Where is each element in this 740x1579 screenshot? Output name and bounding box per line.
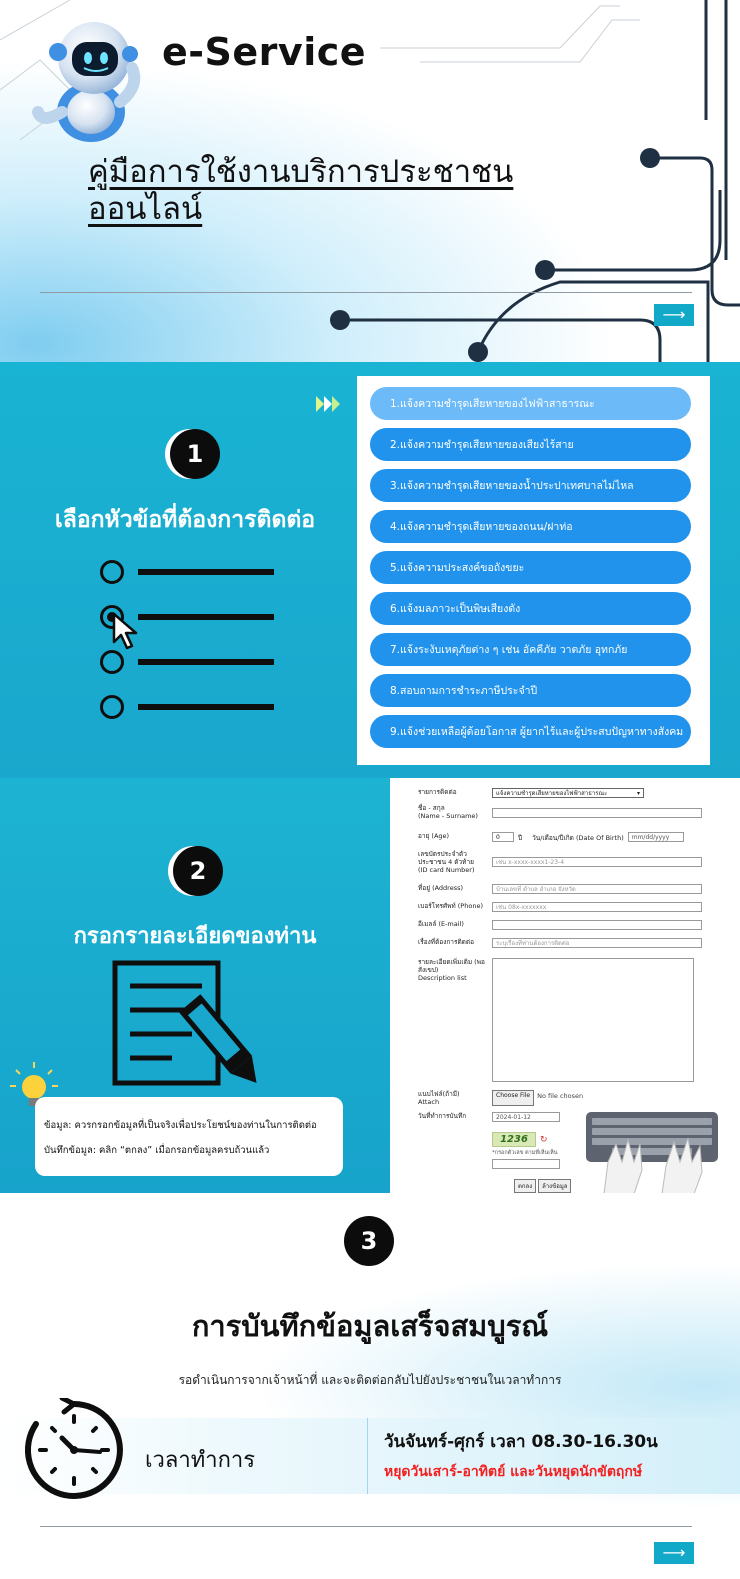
step3-number-badge: 3 [344, 1216, 394, 1266]
email-input[interactable] [492, 920, 702, 930]
step2-heading: กรอกรายละเอียดของท่าน [73, 924, 317, 949]
form-row-age [418, 832, 684, 843]
radio-illustration-row [100, 650, 274, 674]
age-unit: ปี [518, 834, 523, 842]
dob-input[interactable]: mm/dd/yyyy [628, 832, 684, 842]
radio-line [138, 569, 274, 575]
topic-item-4[interactable]: 4.แจ้งความชำรุดเสียหายของถนน/ฝาท่อ [370, 510, 691, 543]
attach-field-label: แนบไฟล์(ถ้ามี) Attach [418, 1090, 460, 1106]
note-line1: ข้อมูล: ควรกรอกข้อมูลที่เป็นจริงเพื่อประโยชน์ของท่านในการติดต่อ [44, 1120, 317, 1131]
footer-divider [40, 1526, 692, 1527]
topic-select-value: แจ้งความชำรุดเสียหายของไฟฟ้าสาธารณะ [496, 790, 608, 797]
topic-item-2[interactable]: 2.แจ้งความชำรุดเสียหายของเสียงไร้สาย [370, 428, 691, 461]
refresh-icon[interactable]: ↻ [540, 1134, 548, 1145]
topic-item-1[interactable]: 1.แจ้งความชำรุดเสียหายของไฟฟ้าสาธารณะ [370, 387, 691, 420]
document-pen-icon [110, 960, 270, 1090]
footer-next-arrow-button[interactable]: ⟶ [654, 1542, 694, 1564]
date-field-label: วันที่ทำการบันทึก [418, 1112, 467, 1120]
captcha-hint: *กรอกตัวเลข ตามที่เห็นเห็น [492, 1150, 558, 1156]
form-row-email [418, 920, 702, 930]
step2-note-box [35, 1097, 343, 1176]
radio-icon [100, 695, 124, 719]
captcha-image: 1236 [492, 1132, 536, 1147]
email-field-label: อีเมลล์ (E-mail) [418, 920, 464, 928]
no-file-text: No file chosen [537, 1092, 584, 1100]
captcha-row [492, 1132, 571, 1147]
page-title-line2: ออนไลน์ [88, 191, 203, 227]
next-arrow-button[interactable]: ⟶ [654, 304, 694, 326]
clock-icon [22, 1398, 126, 1502]
captcha-input[interactable] [492, 1159, 560, 1169]
name-input[interactable] [492, 808, 702, 818]
topic-item-6[interactable]: 6.แจ้งมลภาวะเป็นพิษเสียงดัง [370, 592, 691, 625]
description-field-label: รายละเอียดเพิ่มเติม (พอสังเขป) Description list [418, 958, 485, 982]
cursor-arrow-icon [112, 612, 140, 652]
form-row-phone [418, 902, 702, 912]
date-input[interactable]: 2024-01-12 [492, 1112, 560, 1122]
subject-field-label: เรื่องที่ต้องการติดต่อ [418, 938, 475, 946]
address-input[interactable]: บ้านเลขที่ ตำบล อำเภอ จังหวัด [492, 884, 702, 894]
page-title [88, 154, 608, 228]
business-hours-label: เวลาทำการ [145, 1448, 256, 1473]
robot-mascot-icon [28, 16, 158, 152]
step1-number-badge: 1 [170, 429, 220, 479]
header-section [0, 0, 740, 362]
step3-heading: การบันทึกข้อมูลเสร็จสมบูรณ์ [191, 1309, 549, 1343]
radio-line [138, 659, 274, 665]
topic-item-8[interactable]: 8.สอบถามการชำระภาษีประจำปี [370, 674, 691, 707]
form-row-attach [418, 1090, 583, 1106]
business-hours-time: วันจันทร์-ศุกร์ เวลา 08.30-16.30น [384, 1432, 658, 1452]
step3-subtitle: รอดำเนินการจากเจ้าหน้าที่ และจะติดต่อกลับไปยังประชาชนในเวลาทำการ [178, 1373, 562, 1387]
header-divider [40, 292, 692, 293]
phone-input[interactable]: เช่น 08x-xxxxxxx [492, 902, 702, 912]
topic-list-panel [357, 376, 710, 765]
radio-icon [100, 560, 124, 584]
id-field-label: เลขบัตรประจำตัวประชาชน 4 ตัวท้าย (ID card Number) [418, 850, 475, 874]
form-row-date [418, 1112, 560, 1122]
business-hours-closed: หยุดวันเสาร์-อาทิตย์ และวันหยุดนักขัตฤกษ์ [384, 1464, 643, 1480]
form-row-address [418, 884, 702, 894]
dob-field-label: วัน/เดือน/ปีเกิด (Date Of Birth) [532, 834, 624, 842]
clear-button[interactable]: ล้างข้อมูล [538, 1179, 571, 1193]
radio-illustration-row [100, 560, 274, 584]
topic-item-3[interactable]: 3.แจ้งความชำรุดเสียหายของน้ำประปาเทศบาลไม่ไหล [370, 469, 691, 502]
keyboard-typing-icon [584, 1110, 720, 1194]
topic-field-label: รายการติดต่อ [418, 788, 457, 796]
chevron-down-icon: ▾ [636, 790, 640, 797]
ok-button[interactable]: ตกลง [514, 1179, 536, 1193]
form-row-name [418, 804, 702, 820]
id-card-input[interactable]: เช่น x-xxxx-xxxx1-23-4 [492, 857, 702, 867]
topic-item-7[interactable]: 7.แจ้งระงับเหตุภัยต่าง ๆ เช่น อัคคีภัย วาตภัย อุทกภัย [370, 633, 691, 666]
brand-title: e-Service [162, 30, 367, 74]
form-captcha-block [492, 1132, 571, 1193]
topic-item-9[interactable]: 9.แจ้งช่วยเหลือผู้ด้อยโอกาส ผู้ยากไร้และผู้ประสบปัญหาทางสังคม [370, 715, 691, 748]
step1-heading: เลือกหัวข้อที่ต้องการติดต่อ [54, 507, 316, 533]
form-row-id [418, 850, 702, 874]
topic-select[interactable] [492, 788, 644, 798]
hours-divider [367, 1418, 368, 1494]
radio-illustration-row [100, 695, 274, 719]
description-textarea[interactable] [492, 958, 694, 1082]
form-actions [514, 1179, 571, 1193]
page-title-line1: คู่มือการใช้งานบริการประชาชน [88, 154, 514, 190]
form-row-topic [418, 788, 644, 798]
radio-line [138, 704, 274, 710]
radio-icon [100, 650, 124, 674]
double-chevron-icon [314, 394, 344, 414]
phone-field-label: เบอร์โทรศัพท์ (Phone) [418, 902, 483, 910]
address-field-label: ที่อยู่ (Address) [418, 884, 464, 892]
form-row-subject [418, 938, 702, 948]
topic-item-5[interactable]: 5.แจ้งความประสงค์ขอถังขยะ [370, 551, 691, 584]
age-input[interactable]: 0 [492, 832, 514, 842]
subject-input[interactable]: ระบุเรื่องที่ท่านต้องการติดต่อ [492, 938, 702, 948]
choose-file-button[interactable]: Choose File [492, 1090, 534, 1106]
name-field-label: ชื่อ - สกุล (Name - Surname) [418, 804, 478, 820]
age-field-label: อายุ (Age) [418, 832, 450, 840]
step2-number-badge: 2 [173, 846, 223, 896]
form-row-description [418, 958, 694, 1082]
radio-line [138, 614, 274, 620]
note-line2: บันทึกข้อมูล: คลิก “ตกลง” เมื่อกรอกข้อมูลครบถ้วนแล้ว [44, 1145, 270, 1156]
